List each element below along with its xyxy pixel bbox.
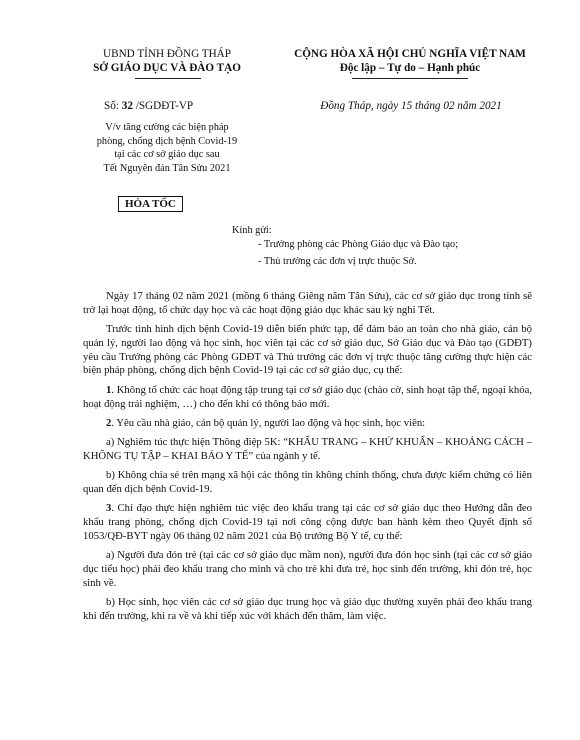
subject-block xyxy=(62,121,272,175)
subject-line: V/v tăng cường các biện pháp xyxy=(105,122,229,133)
department-name: SỞ GIÁO DỤC VÀ ĐÀO TẠO xyxy=(93,62,241,74)
subject-line: Tết Nguyên đán Tân Sửu 2021 xyxy=(103,162,231,174)
left-header xyxy=(60,47,274,75)
number-value: 32 xyxy=(121,100,133,112)
nation-name: CỘNG HÒA XÃ HỘI CHỦ NGHĨA VIỆT NAM xyxy=(294,48,526,60)
item-number: 1 xyxy=(106,383,112,396)
body-paragraph: a) Người đưa đón trẻ (tại các cơ sở giáo dục mầm non), người đưa đón học sinh (tại các cơ sở giáo dục tiểu học) phải đeo khẩu trang cho mình và cho trẻ khi đưa trẻ, học sinh đến trường, khi đón trẻ, học sinh về. xyxy=(83,549,532,589)
subject-line: tại các cơ sở giáo dục sau xyxy=(114,149,220,160)
item-number: 2 xyxy=(106,416,112,429)
body-paragraph: 1. Không tổ chức các hoạt động tập trung tại cơ sở giáo dục (chào cờ, sinh hoạt tập thể, ngoại khóa, hoạt động trải nghiệm, …) cho đến khi có thông báo mới. xyxy=(83,383,532,410)
place-date: Đồng Tháp, ngày 15 tháng 02 năm 2021 xyxy=(320,100,502,112)
recipients-label: Kính gửi: xyxy=(232,225,272,236)
urgent-stamp: HỎA TỐC xyxy=(118,196,183,212)
body-paragraph: Trước tình hình dịch bệnh Covid-19 diễn biến phức tạp, để đảm bảo an toàn cho nhà giáo, cán bộ quản lý, người lao động và học sinh, học viên tại các cơ sở giáo dục, Sở Giáo dục và Đào tạo (GDĐT) yêu cầu Trưởng phòng các Phòng GDĐT và Thủ trưởng các đơn vị trực thuộc tăng cường thực hiện các biện pháp phòng, chống dịch bệnh Covid-19 tại các cơ sở giáo dục, cụ thể: xyxy=(83,323,532,377)
number-label: Số: xyxy=(104,100,119,112)
number-suffix: /SGDĐT-VP xyxy=(135,100,194,112)
right-header xyxy=(270,47,550,75)
body-paragraph: b) Học sinh, học viên các cơ sở giáo dục trung học và giáo dục thường xuyên phải đeo khẩu trang khi đến trường, khi ra về và khi tiếp xúc với khách đến thăm, làm việc. xyxy=(83,596,532,622)
recipient-item: - Thủ trưởng các đơn vị trực thuộc Sở. xyxy=(258,255,417,267)
right-header-rule xyxy=(352,78,468,79)
body-paragraph: 3. Chỉ đạo thực hiện nghiêm túc việc đeo khẩu trang tại các cơ sở giáo dục theo Hướng dẫn đeo khẩu trang phòng, chống dịch Covid-19 tại nơi công cộng được ban hành kèm theo Quyết định số 1053/QĐ-BYT ngày 06 tháng 02 năm 2021 của Bộ trưởng Bộ Y tế, cụ thể: xyxy=(83,502,532,542)
recipients-list xyxy=(258,238,548,268)
recipient-item: - Trưởng phòng các Phòng Giáo dục và Đào tạo; xyxy=(258,239,459,250)
national-motto: Độc lập – Tự do – Hạnh phúc xyxy=(339,62,481,74)
subject-line: phòng, chống dịch bệnh Covid-19 xyxy=(96,135,238,147)
body-paragraph: Ngày 17 tháng 02 năm 2021 (mồng 6 tháng Giêng năm Tân Sửu), các cơ sở giáo dục trong tỉnh sẽ trở lại hoạt động, tổ chức dạy học và các hoạt động giáo dục khác sau kỳ nghỉ Tết. xyxy=(83,290,532,316)
left-header-rule xyxy=(135,78,201,79)
body-paragraph: a) Nghiêm túc thực hiện Thông điệp 5K: “KHẨU TRANG – KHỬ KHUẨN – KHOẢNG CÁCH – KHÔNG TỤ TẬP – KHAI BÁO Y TẾ” của ngành y tế. xyxy=(83,436,532,462)
authority-name: UBND TỈNH ĐỒNG THÁP xyxy=(103,48,231,60)
body-paragraph: b) Không chia sẻ trên mạng xã hội các thông tin không chính thống, chưa được kiểm chứng có liên quan đến dịch bệnh Covid-19. xyxy=(83,469,532,496)
document-number xyxy=(104,99,264,113)
item-number: 3 xyxy=(106,502,112,515)
document-body xyxy=(83,290,532,629)
body-paragraph: 2. Yêu cầu nhà giáo, cán bộ quản lý, người lao động và học sinh, học viên: xyxy=(106,416,426,429)
